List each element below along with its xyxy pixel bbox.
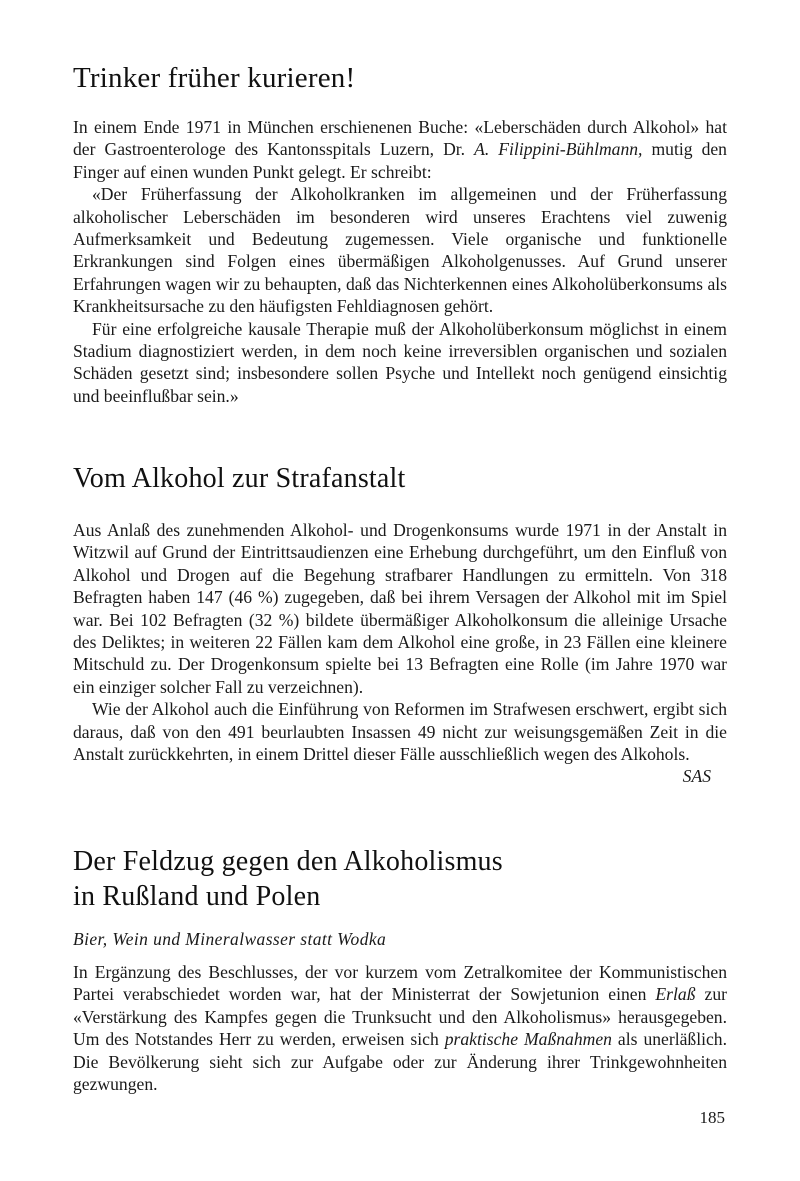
- article-feldzug-subtitle: [73, 929, 727, 950]
- intro-text: In einem Ende 1971 in München erschienenen Buche: «Leberschäden durch Alkohol» hat der Gastroenterologe des Kantonsspitals Luzern, Dr.: [73, 117, 727, 160]
- article-feldzug: [73, 844, 727, 914]
- emphasis-text: praktische Maßnahmen: [444, 1029, 612, 1050]
- emphasis-text: Erlaß: [655, 984, 696, 1005]
- article-trinker: [73, 60, 727, 96]
- article-strafanstalt: [73, 461, 727, 496]
- intro-text-end: mutig den Finger auf einen wunden Punkt gelegt. Er schreibt:: [73, 139, 727, 182]
- author-signature: SAS: [682, 766, 711, 787]
- article-feldzug-body: [73, 961, 727, 1095]
- article-title-line: in Rußland und Polen: [73, 881, 321, 912]
- quote-paragraph: Für eine erfolgreiche kausale Therapie muß der Alkoholüberkonsum möglichst in einem Stadium diagnostiziert werden, in dem noch keine irreversiblen organischen und sozialen Schäden gesetzt sind; insbesondere sollen Psyche und Intellekt noch genügend einsichtig und beeinflußbar sein.»: [73, 318, 727, 406]
- page-number: 185: [699, 1108, 725, 1127]
- body-text: Wie der Alkohol auch die Einführung von Reformen im Strafwesen erschwert, ergibt sich daraus, daß von den 491 beurlaubten Insassen 49 nicht zur weisungsgemäßen Zeit in die Anstalt zurückkehrten, in einem Drittel dieser Fälle ausschließlich wegen des Alkohols.: [73, 699, 727, 765]
- article-strafanstalt-body: [73, 519, 727, 788]
- body-text: als unerläßlich. Die Bevölkerung sieht sich zur Aufgabe oder zur Änderung ihrer Trinkgewohnheiten gezwungen.: [73, 1029, 727, 1095]
- article-subtitle: Bier, Wein und Mineralwasser statt Wodka: [73, 929, 387, 949]
- article-title: Vom Alkohol zur Strafanstalt: [73, 463, 406, 494]
- body-text: In Ergänzung des Beschlusses, der vor kurzem vom Zetralkomitee der Kommunistischen Partei verabschiedet worden war, hat der Ministerrat der Sowjetunion einen: [73, 962, 727, 1005]
- body-paragraph: Aus Anlaß des zunehmenden Alkohol- und Drogenkonsums wurde 1971 in der Anstalt in Witzwil auf Grund der Eintrittsaudienzen eine Erhebung durchgeführt, um den Einfluß von Alkohol und Drogen auf die Begehung strafbarer Handlungen zu ermitteln. Von 318 Befragten haben 147 (46 %) zugegeben, daß bei ihrem Versagen der Alkohol mit im Spiel war. Bei 102 Befragten (32 %) bildete übermäßiger Alkoholkonsum die alleinige Ursache des Deliktes; in weiteren 22 Fällen kam dem Alkohol eine große, in 23 Fällen eine kleinere Mitschuld zu. Der Drogenkonsum spielte bei 13 Befragten eine Rolle (im Jahre 1970 war ein einziger solcher Fall zu verzeichnen).: [73, 520, 727, 697]
- article-title-line: Der Feldzug gegen den Alkoholismus: [73, 846, 503, 877]
- body-text: zur «Verstärkung des Kampfes gegen die Trunksucht und den Alkoholismus» herausgegeben. Um des Notstandes Herr zu werden, erweisen sich: [73, 984, 727, 1050]
- quote-paragraph: «Der Früherfassung der Alkoholkranken im allgemeinen und der Früherfassung alkoholischer Leberschäden im besonderen wird unseres Erachtens viel zuwenig Aufmerksamkeit und Bedeutung zugemessen. Viele organische und funktionelle Erkrankungen sind Folgen eines übermäßigen Alkoholgenusses. Auf Grund unserer Erfahrungen wagen wir zu behaupten, daß das Nichterkennen eines Alkoholüberkonsums als Krankheitsursache zu den häufigsten Fehldiagnosen gehört.: [73, 184, 727, 317]
- body-paragraph: [73, 961, 727, 1095]
- article-trinker-body: [73, 116, 727, 407]
- intro-paragraph: [73, 116, 727, 183]
- author-name: A. Filippini-Bühlmann,: [474, 139, 643, 160]
- body-paragraph: [73, 698, 727, 787]
- article-title: Trinker früher kurieren!: [73, 62, 356, 94]
